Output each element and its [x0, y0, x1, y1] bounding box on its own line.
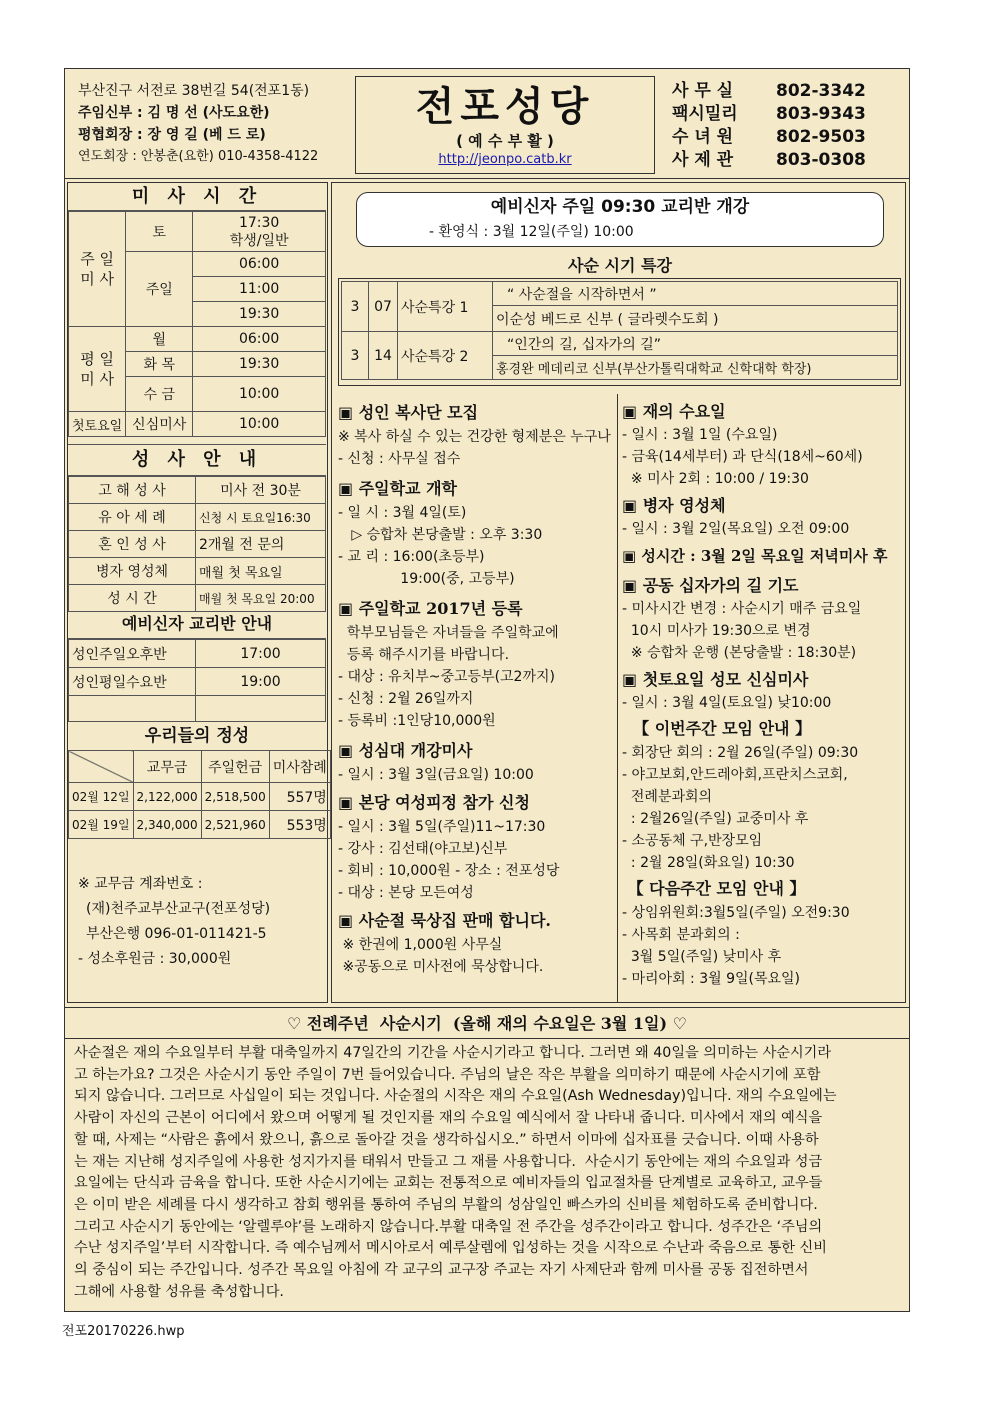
notice-title: ▣ 첫토요일 성모 신심미사: [622, 670, 809, 689]
catechumen: [68, 610, 326, 722]
wed-fri-label: 수 금: [126, 377, 193, 412]
notice-line: - 회비 : 10,000원 - 장소 : 전포성당: [338, 863, 560, 879]
contact-row: [672, 149, 902, 172]
notice-line: - 신청 : 2월 26일까지: [338, 691, 474, 707]
notice-block: [622, 574, 904, 664]
federation-chair: 연도회장 : 안봉춘(요한) 010-4358-4122: [78, 149, 319, 164]
offering-value: 2,521,960: [201, 811, 269, 839]
liturgy-line: 할 때, 사제는 “사람은 흙에서 왔으니, 흙으로 돌아갈 것을 생각하십시오.” 하면서 이마에 십자표를 긋습니다. 이때 사용하: [74, 1131, 819, 1148]
weekday-mass-label: [69, 327, 126, 412]
liturgy-title: ♡ 전례주년 사순시기 (올해 재의 수요일은 3월 1일) ♡: [286, 1014, 687, 1033]
notice-line: - 마리아회 : 3월 9일(목요일): [622, 971, 801, 987]
lecture-name: 사순특강 2: [398, 332, 493, 380]
sacrament-name: 유 아 세 례: [69, 504, 196, 531]
liturgy-line: 그해에 사용할 성유를 축성합니다.: [74, 1283, 284, 1300]
notice-line: 전례분과회의: [622, 789, 713, 805]
notice-block: [338, 790, 616, 904]
lecture-topic: “ 사순절을 시작하면서 ”: [493, 282, 898, 306]
liturgy-divider: [64, 1007, 910, 1008]
liturgy-line: 수난 성지주일’부터 시작합니다. 즉 예수님께서 메시아로서 예루살렘에 입성하는 것을 시작으로 수난과 죽음으로 통한 신비: [74, 1240, 827, 1257]
notice-line: - 야고보회,안드레아회,프란치스코회,: [622, 767, 848, 783]
notice-title: ▣ 성시간 : 3월 2일 목요일 저녁미사 후: [622, 547, 888, 565]
sacraments-table: [68, 476, 326, 612]
lecture-month: 3: [342, 282, 369, 332]
sunday-mass-text: 주 일 미 사: [80, 250, 114, 288]
file-name: 전포20170226.hwp: [62, 1324, 185, 1339]
parish-sub: ( 예 수 부 활 ): [456, 132, 554, 150]
offering-header: 교무금: [133, 751, 201, 783]
offering-value: 2,122,000: [133, 783, 201, 811]
notice-block: [622, 494, 904, 540]
liturgy-line: 그리고 사순시기 동안에는 ‘알렐루야’를 노래하지 않습니다.부활 대축일 전 주간을 성주간이라고 합니다. 성주간은 ‘주님의: [74, 1218, 823, 1235]
contact-row: [672, 103, 902, 126]
right-notices: [622, 400, 904, 990]
sat-time-cell: [193, 212, 326, 252]
notice-line: - 강사 : 김선태(야고보)신부: [338, 841, 508, 857]
notice-block: [622, 400, 904, 490]
liturgy-line: 의 중심이 되는 주간입니다. 성주간 목요일 아침에 각 교구의 교구장 주교는 자기 사제단과 함께 미사를 공동 집전하면서: [74, 1262, 809, 1279]
account-note: (재)천주교부산교구(전포성당): [86, 901, 271, 917]
lecture-topic: “인간의 길, 십자가의 길”: [493, 332, 898, 356]
sacrament-time: 매월 첫 목요일: [196, 558, 326, 585]
sat-label: 토: [126, 212, 193, 252]
offering-date: 02월 12일: [69, 783, 134, 811]
notice-line: - 교 리 : 16:00(초등부): [338, 549, 485, 565]
address: 부산진구 서전로 38번길 54(전포1동): [78, 83, 310, 99]
sacrament-time: 미사 전 30분: [196, 477, 326, 504]
lecture-day: 14: [369, 332, 398, 380]
notice-title: 【 이번주간 모임 안내 】: [622, 719, 812, 738]
mass-times-title: 미 사 시 간: [68, 184, 326, 211]
account-note: ※ 교무금 계좌번호 :: [78, 876, 203, 892]
notice-line: ※ 복사 하실 수 있는 건강한 형제분은 누구나: [338, 429, 611, 445]
notice-line: ※ 한권에 1,000원 사무실: [338, 937, 503, 953]
wed-fri-time: 10:00: [193, 377, 326, 412]
liturgy-line: 고 하는가요? 그것은 사순시기 동안 주일이 7번 들어있습니다. 주님의 날은 작은 부활을 의미하기 때문에 사순시기에 포함: [74, 1066, 821, 1083]
sacraments: [68, 444, 326, 612]
notice-line: 3월 5일(주일) 낮미사 후: [622, 949, 782, 965]
notice-line: - 회장단 회의 : 2월 26일(주일) 09:30: [622, 745, 859, 761]
offering-value: 2,518,500: [201, 783, 269, 811]
header-left: [78, 80, 348, 168]
notice-block: [338, 400, 616, 470]
contact-number: 802-3342: [776, 81, 866, 101]
notice-block: [338, 596, 616, 732]
liturgy-line: 은 이미 받은 세례를 다시 생각하고 참회 행위를 통하여 주님의 부활의 성삼일인 빠스카의 신비를 체험하도록 준비합니다.: [74, 1196, 818, 1213]
offerings-table: [68, 750, 331, 839]
catechumen-banner: [356, 192, 884, 247]
notice-line: - 일시 : 3월 3일(금요일) 10:00: [338, 767, 534, 783]
notice-title: ▣ 사순절 묵상집 판매 합니다.: [338, 911, 551, 930]
notice-line: - 사목회 분과회의 :: [622, 927, 740, 943]
sacrament-time: 신청 시 토요일16:30: [196, 504, 326, 531]
notice-block: [622, 668, 904, 714]
notice-line: - 일시 : 3월 5일(주일)11~17:30: [338, 819, 546, 835]
tue-thu-time: 19:30: [193, 352, 326, 377]
notice-line: - 일시 : 3월 2일(목요일) 오전 09:00: [622, 521, 850, 537]
lecture-speaker: 이순성 베드로 신부 ( 글라렛수도회 ): [493, 306, 898, 332]
offerings-title: 우리들의 정성: [144, 726, 250, 746]
notice-line: - 대상 : 유치부~중고등부(고2까지): [338, 669, 555, 685]
sacrament-time: 2개월 전 문의: [196, 531, 326, 558]
sacrament-name: 병자 영성체: [69, 558, 196, 585]
sacraments-title: 성 사 안 내: [68, 444, 326, 476]
parish-title-box: [355, 76, 655, 174]
first-sat-name: 신심미사: [126, 412, 193, 437]
liturgy-line: 사순절은 재의 수요일부터 부활 대축일까지 47일간의 기간을 사순시기라고 합니다. 그러면 왜 40일을 의미하는 사순시기라: [74, 1045, 832, 1061]
empty-cell: [196, 696, 326, 722]
sunday-mass-label: [69, 212, 126, 327]
notice-title: ▣ 재의 수요일: [622, 402, 726, 421]
notice-line: ※공동으로 미사전에 묵상합니다.: [338, 959, 544, 975]
lent-lecture-title: 사순 시기 특강: [568, 256, 672, 275]
pastor: 주임신부 : 김 명 선 (사도요한): [78, 105, 270, 121]
notice-title: ▣ 공동 십자가의 길 기도: [622, 576, 799, 595]
account-note: - 성소후원금 : 30,000원: [78, 951, 232, 967]
tue-thu-label: 화 목: [126, 352, 193, 377]
lent-lecture-table: [341, 281, 898, 380]
notice-line: - 대상 : 본당 모든여성: [338, 885, 474, 901]
mon-label: 월: [126, 327, 193, 352]
offering-value: 2,340,000: [133, 811, 201, 839]
offering-value: 557명: [269, 783, 330, 811]
notice-title: ▣ 성인 복사단 모집: [338, 403, 479, 422]
empty-cell: [69, 696, 196, 722]
contact-label: 사 제 관: [672, 150, 734, 170]
offering-header: 미사참례: [269, 751, 330, 783]
notice-line: ※ 미사 2회 : 10:00 / 19:30: [622, 471, 809, 487]
notice-line: ※ 승합차 운행 (본당출발 : 18:30분): [622, 645, 857, 661]
lent-lecture-frame: [338, 278, 901, 386]
liturgy-line: 요일에는 단식과 금육을 합니다. 또한 사순시기에는 교회는 전통적으로 예비자들의 입교절차를 단계별로 교육하고, 교우들: [74, 1175, 823, 1192]
notice-line: : 2월26일(주일) 교중미사 후: [622, 811, 809, 827]
mass-times: [68, 184, 326, 437]
lecture-month: 3: [342, 332, 369, 380]
contact-row: [672, 126, 902, 149]
notice-line: - 일 시 : 3월 4일(토): [338, 505, 467, 521]
sacrament-name: 고 해 성 사: [69, 477, 196, 504]
liturgy-line: 는 재는 지난해 성지주일에 사용한 성지가지를 태워서 만들고 그 재를 사용합니다. 사순시기 동안에는 재의 수요일과 성금: [74, 1153, 823, 1170]
offering-date: 02월 19일: [69, 811, 134, 839]
account-info: [78, 872, 323, 972]
sacrament-time: 매월 첫 목요일 20:00: [196, 585, 326, 612]
lecture-name: 사순특강 1: [398, 282, 493, 332]
sacrament-name: 혼 인 성 사: [69, 531, 196, 558]
contact-number: 803-9343: [776, 104, 866, 124]
class-time: 19:00: [196, 668, 326, 696]
first-sat-time: 10:00: [193, 412, 326, 437]
notice-line: - 일시 : 3월 4일(토요일) 낮10:00: [622, 695, 832, 711]
notice-line: - 일시 : 3월 1일 (수요일): [622, 427, 778, 443]
liturgy-body: [74, 1043, 906, 1303]
offerings: [68, 722, 326, 839]
sun-time: 11:00: [193, 277, 326, 302]
class-time: 17:00: [196, 640, 326, 668]
banner-title: 예비신자 주일 09:30 교리반 개강: [490, 197, 750, 217]
class-name: 성인평일수요반: [69, 668, 196, 696]
sun-time: 06:00: [193, 252, 326, 277]
first-sat-label: 첫토요일: [69, 412, 126, 437]
class-name: 성인주일오후반: [69, 640, 196, 668]
notice-title: ▣ 본당 여성피정 참가 신청: [338, 793, 530, 812]
notice-block: [622, 716, 904, 874]
sacrament-name: 성 시 간: [69, 585, 196, 612]
notice-line: - 미사시간 변경 : 사순시기 매주 금요일: [622, 601, 862, 617]
notice-title: ▣ 성심대 개강미사: [338, 741, 473, 760]
notice-line: ▷ 승합차 본당출발 : 오후 3:30: [338, 527, 543, 543]
lecture-speaker: 홍경완 메데리코 신부(부산가톨릭대학교 신학대학 학장): [493, 356, 898, 380]
notices-divider: [617, 394, 618, 1002]
contact-label: 사 무 실: [672, 81, 734, 101]
notice-title: ▣ 주일학교 개학: [338, 479, 457, 498]
sun-time: 19:30: [193, 302, 326, 327]
mass-times-table: [68, 211, 326, 437]
header-divider: [64, 178, 910, 179]
contact-label: 수 녀 원: [672, 127, 734, 147]
banner-sub: - 환영식 : 3월 12일(주일) 10:00: [429, 224, 634, 240]
notice-block: [338, 738, 616, 786]
notice-line: - 신청 : 사무실 접수: [338, 451, 461, 467]
catechumen-title: 예비신자 교리반 안내: [68, 610, 326, 639]
notice-block: [622, 876, 904, 990]
contact-row: [672, 80, 902, 103]
notice-line: - 등록비 :1인당10,000원: [338, 713, 496, 729]
contact-number: 802-9503: [776, 127, 866, 147]
notice-line: - 금육(14세부터) 과 단식(18세~60세): [622, 449, 863, 465]
contact-number: 803-0308: [776, 150, 866, 170]
notice-title: 【 다음주간 모임 안내 】: [622, 879, 806, 898]
notice-block: [338, 908, 616, 978]
notice-line: 학부모님들은 자녀들을 주일학교에: [338, 625, 559, 641]
notice-title: ▣ 주일학교 2017년 등록: [338, 599, 523, 618]
mon-time: 06:00: [193, 327, 326, 352]
weekday-mass-text: 평 일 미 사: [80, 350, 114, 388]
offering-header: 주일헌금: [201, 751, 269, 783]
lecture-day: 07: [369, 282, 398, 332]
notice-block: [338, 476, 616, 590]
left-notices: [338, 400, 616, 978]
diagonal-cell: [69, 751, 134, 783]
liturgy-line: 사람이 자신의 근본이 어디에서 왔으며 어떻게 될 것인지를 재의 수요일 예식에서 잘 나타내 줍니다. 미사에서 재의 예식을: [74, 1110, 823, 1127]
sat-time: 17:30: [238, 214, 280, 231]
account-note: 부산은행 096-01-011421-5: [86, 926, 267, 942]
parish-url[interactable]: http://jeonpo.catb.kr: [438, 152, 572, 167]
catechumen-table: [68, 639, 326, 722]
sat-note: 학생/일반: [229, 232, 289, 249]
contacts: [672, 80, 902, 172]
contact-label: 팩시밀리: [672, 104, 738, 124]
liturgy-line: 되지 않습니다. 그러므로 사십일이 되는 것입니다. 사순절의 시작은 재의 수요일(Ash Wednesday)입니다. 재의 수요일에는: [74, 1088, 837, 1105]
sun-label: 주일: [126, 252, 193, 327]
offering-value: 553명: [269, 811, 330, 839]
notice-title: ▣ 병자 영성체: [622, 496, 726, 515]
council-chair: 평협회장 : 장 영 길 (베 드 로): [78, 127, 266, 143]
notice-line: 10시 미사가 19:30으로 변경: [622, 623, 811, 639]
liturgy-divider: [64, 1038, 910, 1039]
parish-name: 전포성당: [415, 83, 595, 130]
notice-line: - 상임위원회:3월5일(주일) 오전9:30: [622, 905, 850, 921]
notice-line: 등록 해주시기를 바랍니다.: [338, 647, 510, 663]
notice-line: : 2월 28일(화요일) 10:30: [622, 855, 795, 871]
notice-block: [622, 544, 904, 568]
notice-line: - 소공동체 구,반장모임: [622, 833, 763, 849]
notice-line: 19:00(중, 고등부): [338, 571, 515, 587]
